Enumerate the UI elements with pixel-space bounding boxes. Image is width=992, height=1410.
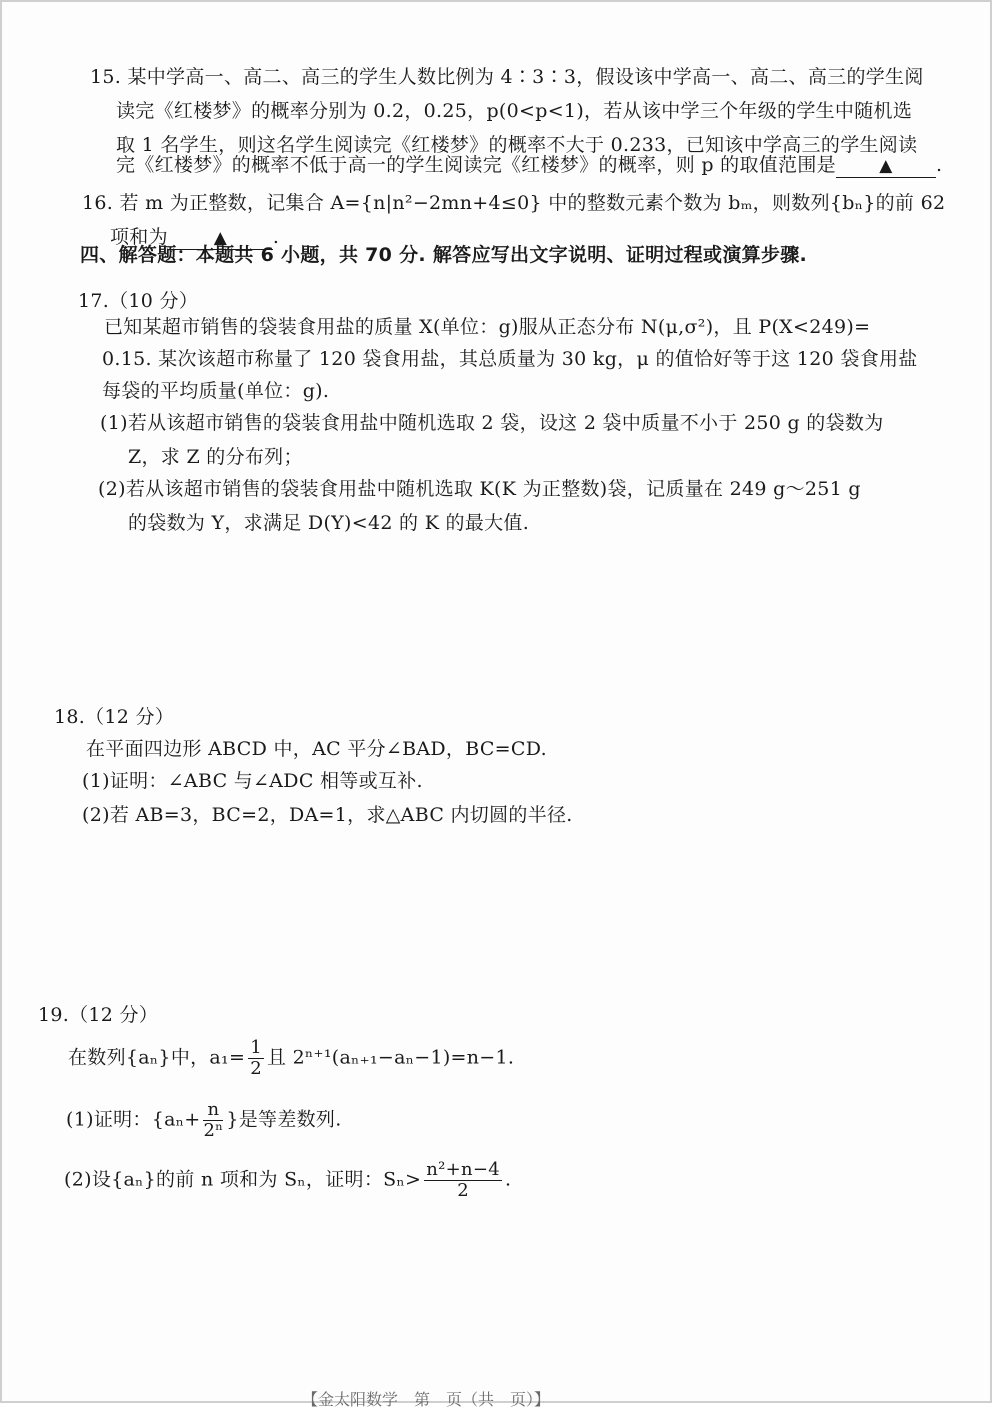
q15-line4-row: [116, 152, 942, 178]
q16-line2: 项和为: [110, 226, 168, 248]
q17-header: 17.（10 分）: [78, 290, 199, 312]
q19-part1-b: }是等差数列.: [226, 1108, 342, 1131]
q19-fraction-one-half: [248, 1038, 264, 1079]
q17-part2-line2: 的袋数为 Y，求满足 D(Y)<42 的 K 的最大值.: [128, 512, 530, 534]
q19-part2-a: (2)设{aₙ}的前 n 项和为 Sₙ，证明：Sₙ>: [64, 1168, 422, 1191]
q19-part2-row: [64, 1160, 511, 1201]
fraction-denominator: 2ⁿ: [203, 1120, 224, 1141]
section-heading: 四、解答题：本题共 6 小题，共 70 分. 解答应写出文字说明、证明过程或演算步骤.: [80, 244, 808, 266]
q18-header: 18.（12 分）: [54, 706, 175, 728]
q18-line1: 在平面四边形 ABCD 中，AC 平分∠BAD，BC=CD.: [86, 738, 547, 760]
q15-line2: 读完《红楼梦》的概率分别为 0.2，0.25，p(0<p<1)，若从该中学三个年级的学生中随机选: [116, 100, 913, 122]
q15-line4: 完《红楼梦》的概率不低于高一的学生阅读完《红楼梦》的概率，则 p 的取值范围是: [116, 154, 836, 176]
q18-part2: (2)若 AB=3，BC=2，DA=1，求△ABC 内切圆的半径.: [82, 804, 573, 826]
q15-line1: 15. 某中学高一、高二、高三的学生人数比例为 4∶3∶3，假设该中学高一、高二、高三的学生阅: [90, 66, 924, 88]
q17-line3: 每袋的平均质量(单位：g).: [102, 380, 330, 402]
q17-part1-line2: Z，求 Z 的分布列；: [128, 446, 303, 468]
q18-part1: (1)证明：∠ABC 与∠ADC 相等或互补.: [82, 770, 423, 792]
fraction-denominator: 2: [250, 1058, 262, 1079]
triangle-icon: ▲: [879, 156, 893, 176]
q19-header: 19.（12 分）: [38, 1004, 159, 1026]
q19-line1-row: [68, 1038, 514, 1079]
q17-part2-line1: (2)若从该超市销售的袋装食用盐中随机选取 K(K 为正整数)袋，记质量在 249 g～251 g: [98, 478, 861, 500]
q17-line1: 已知某超市销售的袋装食用盐的质量 X(单位：g)服从正态分布 N(μ,σ²)，且 P(X<249)=: [104, 316, 871, 338]
q15-answer-blank: [836, 155, 936, 178]
fraction-numerator: n: [203, 1100, 223, 1121]
q19-line1-b: 且 2ⁿ⁺¹(aₙ₊₁−aₙ−1)=n−1.: [266, 1046, 515, 1069]
q19-line1-a: 在数列{aₙ}中，a₁=: [68, 1046, 246, 1069]
q16-end: .: [272, 226, 280, 248]
q17-line2: 0.15. 某次该超市称量了 120 袋食用盐，其总质量为 30 kg，μ 的值恰好等于这 120 袋食用盐: [102, 348, 918, 370]
q15-line3: 取 1 名学生，则这名学生阅读完《红楼梦》的概率不大于 0.233，已知该中学高三的学生阅读: [116, 134, 918, 156]
q16-line1: 16. 若 m 为正整数，记集合 A={n|n²−2mn+4≤0} 中的整数元素个数为 bₘ，则数列{bₙ}的前 62: [82, 192, 946, 214]
page-footer: 【金太阳数学 第 页（共 页）】: [302, 1390, 551, 1409]
fraction-numerator: n²+n−4: [426, 1159, 501, 1180]
q19-fraction-n-over-2n: [203, 1100, 223, 1141]
fraction-numerator: 1: [250, 1037, 262, 1058]
triangle-icon: ▲: [213, 228, 228, 248]
q19-part2-b: .: [505, 1168, 512, 1191]
q19-part1-row: [66, 1100, 342, 1141]
q17-part1-line1: (1)若从该超市销售的袋装食用盐中随机选取 2 袋，设这 2 袋中质量不小于 250 g 的袋数为: [100, 412, 884, 434]
q15-end: .: [935, 154, 943, 176]
fraction-denominator: 2: [457, 1180, 469, 1201]
q19-part1-a: (1)证明：{aₙ+: [66, 1108, 201, 1131]
q19-fraction-sum-bound: [424, 1160, 502, 1201]
